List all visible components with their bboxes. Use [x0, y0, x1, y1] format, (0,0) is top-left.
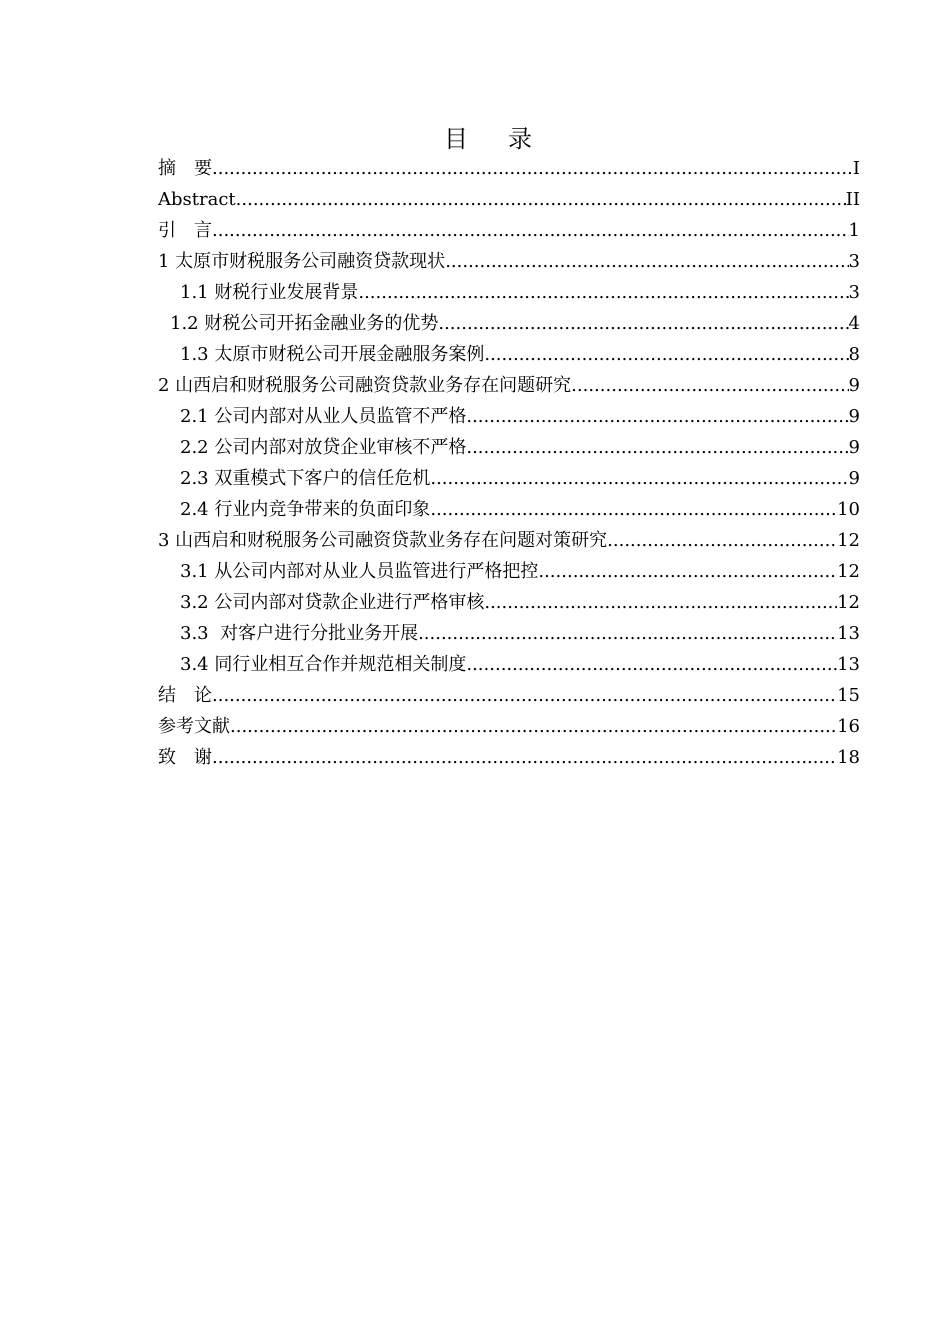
toc-entry-page: 15: [837, 685, 860, 706]
toc-entry-section-3-2[interactable]: [158, 587, 860, 618]
toc-entry-label: 参考文献: [158, 716, 230, 737]
dot-leader: [358, 277, 848, 308]
dot-leader: [430, 494, 837, 525]
toc-entry-label: 1 太原市财税服务公司融资贷款现状: [158, 251, 446, 272]
toc-entry-page: 13: [837, 654, 860, 675]
toc-entry-page: 8: [848, 344, 860, 365]
dot-leader: [430, 463, 848, 494]
dot-leader: [538, 556, 837, 587]
toc-entry-page: 12: [837, 561, 860, 582]
dot-leader: [212, 215, 849, 246]
dot-leader: [466, 401, 848, 432]
dot-leader: [236, 184, 846, 215]
toc-entry-page: 3: [848, 251, 860, 272]
toc-entry-page: 3: [848, 282, 860, 303]
toc-entry-section-2-3[interactable]: [158, 463, 860, 494]
toc-entry-label: 3.3 对客户进行分批业务开展: [180, 623, 419, 644]
toc-entry-label: 2.3 双重模式下客户的信任危机: [180, 468, 431, 489]
toc-entry-acknowledgements[interactable]: [158, 742, 860, 773]
toc-entry-page: 9: [848, 468, 860, 489]
toc-entry-label: 摘 要: [158, 158, 212, 179]
toc-entry-section-1-3[interactable]: [158, 339, 860, 370]
toc-entry-page: 9: [848, 406, 860, 427]
dot-leader: [571, 370, 848, 401]
toc-entry-page: I: [852, 158, 860, 179]
toc-entry-page: 4: [848, 313, 860, 334]
toc-entry-introduction[interactable]: [158, 215, 860, 246]
toc-entry-label: 1.1 财税行业发展背景: [180, 282, 359, 303]
toc-entry-section-1-1[interactable]: [158, 277, 860, 308]
toc-entry-section-2-4[interactable]: [158, 494, 860, 525]
toc-entry-page: II: [845, 189, 860, 210]
toc-entry-page: 10: [837, 499, 860, 520]
dot-leader: [212, 680, 837, 711]
toc-entry-label: 3 山西启和财税服务公司融资贷款业务存在问题对策研究: [158, 530, 608, 551]
toc-entry-chapter-3[interactable]: [158, 525, 860, 556]
dot-leader: [484, 587, 837, 618]
toc-entry-section-3-3[interactable]: [158, 618, 860, 649]
toc-title-part1: 目: [444, 125, 468, 153]
toc-entry-abstract-cn[interactable]: [158, 153, 860, 184]
toc-entry-page: 12: [837, 592, 860, 613]
toc-entry-label: 2 山西启和财税服务公司融资贷款业务存在问题研究: [158, 375, 572, 396]
toc-entry-label: 2.4 行业内竞争带来的负面印象: [180, 499, 431, 520]
toc-entry-conclusion[interactable]: [158, 680, 860, 711]
toc-entry-section-2-2[interactable]: [158, 432, 860, 463]
toc-entry-label: 1.3 太原市财税公司开展金融服务案例: [180, 344, 485, 365]
toc-entry-chapter-2[interactable]: [158, 370, 860, 401]
toc-title: [0, 122, 950, 156]
toc-entry-label: 3.1 从公司内部对从业人员监管进行严格把控: [180, 561, 539, 582]
dot-leader: [212, 742, 837, 773]
toc-entry-abstract-en[interactable]: [158, 184, 860, 215]
toc-entry-label: 结 论: [158, 685, 212, 706]
toc-entry-label: 致 谢: [158, 747, 212, 768]
toc-entry-page: 12: [837, 530, 860, 551]
dot-leader: [484, 339, 848, 370]
toc-entry-references[interactable]: [158, 711, 860, 742]
dot-leader: [466, 432, 848, 463]
dot-leader: [607, 525, 837, 556]
dot-leader: [212, 153, 853, 184]
toc-entry-page: 18: [837, 747, 860, 768]
dot-leader: [438, 308, 848, 339]
toc-entry-label: 2.2 公司内部对放贷企业审核不严格: [180, 437, 467, 458]
toc-entry-section-1-2[interactable]: [158, 308, 860, 339]
toc-entry-page: 13: [837, 623, 860, 644]
dot-leader: [418, 618, 837, 649]
toc-title-part2: 录: [508, 125, 532, 153]
toc-entry-label: Abstract: [158, 189, 236, 210]
toc-entry-section-2-1[interactable]: [158, 401, 860, 432]
toc-entry-chapter-1[interactable]: [158, 246, 860, 277]
toc-entry-page: 9: [848, 437, 860, 458]
toc-entry-page: 9: [848, 375, 860, 396]
toc-entry-page: 16: [837, 716, 860, 737]
toc-entry-page: 1: [848, 220, 860, 241]
toc-entry-label: 2.1 公司内部对从业人员监管不严格: [180, 406, 467, 427]
toc-entry-section-3-1[interactable]: [158, 556, 860, 587]
toc-entry-label: 1.2 财税公司开拓金融业务的优势: [170, 313, 439, 334]
toc-entry-label: 3.2 公司内部对贷款企业进行严格审核: [180, 592, 485, 613]
dot-leader: [466, 649, 837, 680]
dot-leader: [230, 711, 837, 742]
toc-entry-label: 引 言: [158, 220, 212, 241]
toc-entry-label: 3.4 同行业相互合作并规范相关制度: [180, 654, 467, 675]
table-of-contents: [158, 153, 860, 773]
toc-entry-section-3-4[interactable]: [158, 649, 860, 680]
dot-leader: [445, 246, 848, 277]
